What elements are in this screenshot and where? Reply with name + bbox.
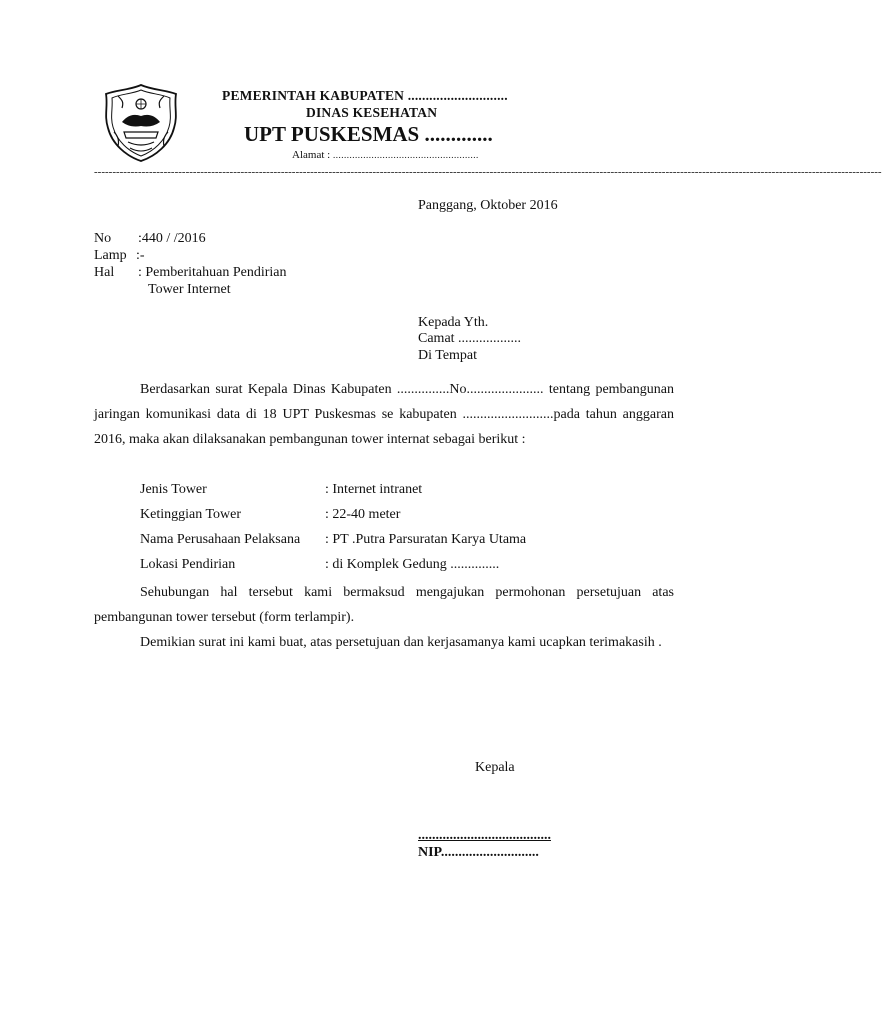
detail-value: : 22-40 meter xyxy=(325,507,401,522)
detail-label: Jenis Tower xyxy=(140,482,207,497)
hal-value: : Pemberitahuan Pendirian xyxy=(138,265,287,280)
no-label: No xyxy=(94,231,112,246)
place-date: Panggang, Oktober 2016 xyxy=(418,198,558,213)
detail-row-location xyxy=(140,557,680,577)
recipient-place: Di Tempat xyxy=(418,348,478,363)
letterhead-department: DINAS KESEHATAN xyxy=(306,105,438,120)
letterhead-institution: UPT PUSKESMAS ............. xyxy=(244,122,493,146)
hal-label: Hal xyxy=(94,265,115,280)
body-paragraph-1 xyxy=(94,377,674,452)
letterhead-government: PEMERINTAH KABUPATEN ............................ xyxy=(222,88,508,103)
signature-title: Kepala xyxy=(475,760,515,775)
detail-value: : Internet intranet xyxy=(325,482,423,497)
detail-row-tower-height xyxy=(140,507,680,527)
recipient-salutation: Kepada Yth. xyxy=(418,315,489,330)
body-paragraph-2 xyxy=(94,580,674,630)
lamp-label: Lamp xyxy=(94,248,127,263)
detail-value: : di Komplek Gedung .............. xyxy=(325,557,500,572)
address-placeholder: ..................................................... xyxy=(330,150,479,160)
body-paragraph-3 xyxy=(94,630,674,655)
recipient-name: Camat .................. xyxy=(418,331,522,346)
signature-name-line: ...................................... xyxy=(418,828,551,843)
detail-label: Ketinggian Tower xyxy=(140,507,242,522)
regency-emblem-icon xyxy=(100,82,182,164)
paragraph-text: Berdasarkan surat Kepala Dinas Kabupaten ...............No...................... tentang pembangunan jaringan komunikasi data di 18 UPT Puskesmas se kabupaten ..........................pada tahun anggaran 2016, maka akan dilaksanakan pembangunan tower internat sebagai berikut : xyxy=(94,382,674,447)
detail-row-tower-type xyxy=(140,482,680,502)
detail-label: Nama Perusahaan Pelaksana xyxy=(140,532,301,547)
detail-value: : PT .Putra Parsuratan Karya Utama xyxy=(325,532,527,547)
detail-label: Lokasi Pendirian xyxy=(140,557,236,572)
letterhead-divider: ----------------------------------------------------------------------------------------------------------------------------------------------------------------------------------------------------------------------- xyxy=(94,166,882,178)
signature-nip: NIP............................ xyxy=(418,845,539,860)
address-label: Alamat : xyxy=(292,149,331,161)
paragraph-text: Sehubungan hal tersebut kami bermaksud mengajukan permohonan persetujuan atas pembangunan tower tersebut (form terlampir). xyxy=(94,585,674,625)
hal-value-cont: Tower Internet xyxy=(148,282,231,297)
detail-row-contractor xyxy=(140,532,680,552)
lamp-value: :- xyxy=(136,248,145,263)
letterhead-address xyxy=(292,149,479,161)
no-value: :440 / /2016 xyxy=(138,231,206,246)
paragraph-text: Demikian surat ini kami buat, atas persetujuan dan kerjasamanya kami ucapkan terimakasih . xyxy=(140,635,662,650)
